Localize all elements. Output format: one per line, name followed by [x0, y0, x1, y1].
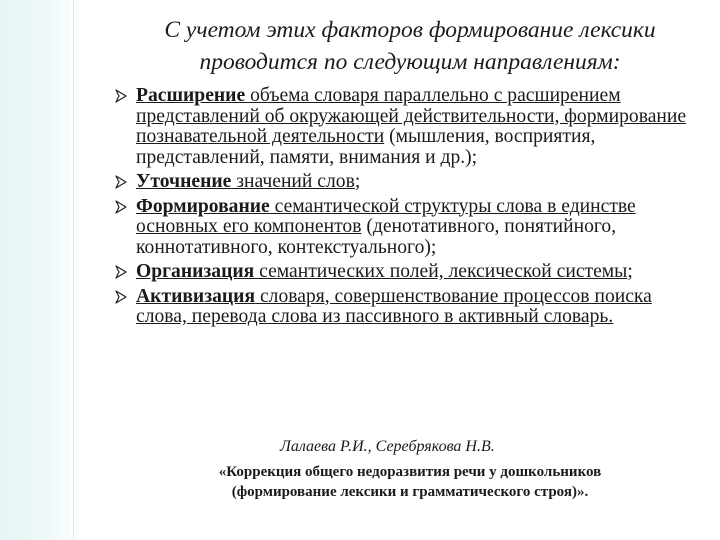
citation-book-line-1: «Коррекция общего недоразвития речи у дошкольников	[218, 464, 602, 480]
list-item	[114, 172, 704, 193]
bullet-text-plain: ;	[354, 171, 361, 192]
bullet-text-underlined: семантической структуры слова в единстве основных его компонентов	[136, 195, 636, 237]
bullet-keyword: Уточнение	[136, 171, 232, 192]
list-item	[114, 262, 704, 283]
bullet-text-underlined: словаря, совершенствование процессов поиска слова, перевода слова из пассивного в активный словарь.	[136, 285, 652, 327]
bullet-text-plain: ;	[627, 261, 633, 282]
bullet-keyword: Расширение	[136, 85, 246, 106]
title-line-2: проводится по следующим направлениям:	[199, 49, 621, 75]
direction-list	[114, 86, 704, 328]
citation-book	[150, 462, 670, 502]
bullet-keyword: Активизация	[136, 285, 256, 307]
arrow-bullet-icon	[114, 89, 128, 103]
arrow-bullet-icon	[114, 175, 128, 189]
left-decorative-band	[0, 0, 80, 540]
bullet-text-underlined: семантических полей, лексической системы	[254, 261, 628, 282]
left-decorative-line	[70, 0, 73, 540]
arrow-bullet-icon	[114, 265, 128, 279]
citation-author: Лалаева Р.И., Серебрякова Н.В.	[280, 438, 495, 455]
bullet-keyword: Организация	[136, 261, 255, 282]
arrow-bullet-icon	[114, 200, 128, 214]
bullet-text-underlined: значений слов	[231, 171, 355, 192]
list-item	[114, 287, 704, 328]
title-line-1: С учетом этих факторов формирование лексики	[164, 17, 656, 43]
arrow-bullet-icon	[114, 290, 128, 304]
bullet-text-plain: (денотативного, понятийного, коннотативного, контекстуального);	[136, 216, 617, 258]
bullet-text-plain: (мышления, восприятия, представлений, памяти, внимания и др.);	[136, 126, 596, 168]
slide-title	[110, 14, 710, 78]
list-item	[114, 86, 704, 168]
bullet-text-underlined: объема словаря параллельно с расширением представлений об окружающей действительности, формирование познавательной деятельности	[136, 85, 687, 147]
slide-content	[114, 86, 704, 332]
bullet-keyword: Формирование	[136, 195, 270, 217]
list-item	[114, 197, 704, 259]
citation-book-line-2: (формирование лексики и грамматического строя)».	[231, 484, 589, 500]
